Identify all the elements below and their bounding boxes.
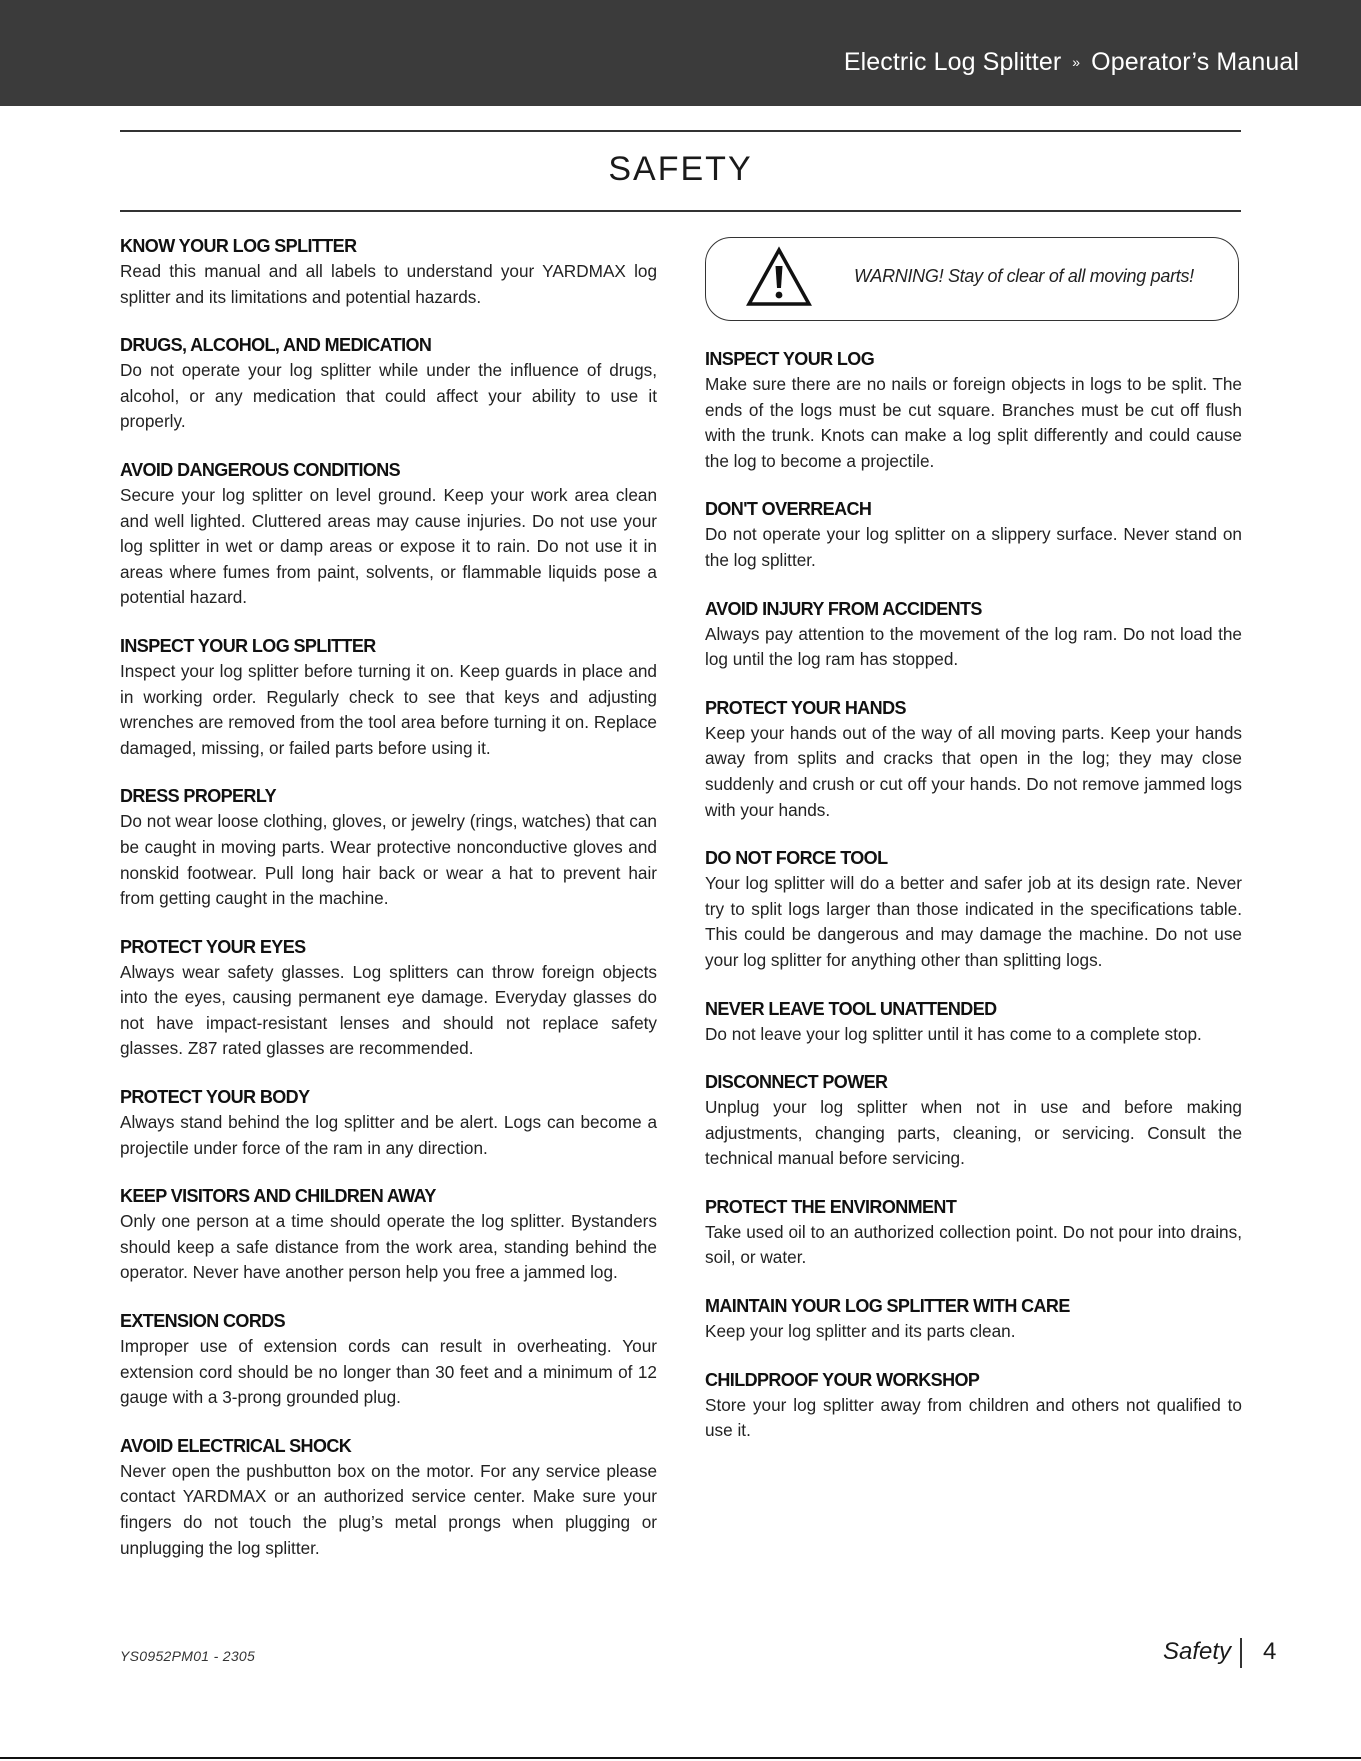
section-heading: DON'T OVERREACH xyxy=(705,499,872,520)
safety-section xyxy=(120,934,657,1062)
section-body: Keep your log splitter and its parts clean. xyxy=(705,1321,1016,1342)
bottom-border xyxy=(0,1757,1361,1759)
section-body: Secure your log splitter on level ground. Keep your work area clean and well lighted. Cluttered areas may cause injuries. Do not use your log splitter in wet or damp areas or expose it to rain. Do not use it in areas where fumes from paint, solvents, or flammable liquids pose a potential hazard. xyxy=(120,484,657,608)
header-subtitle: Operator’s Manual xyxy=(1091,48,1299,76)
section-body: Improper use of extension cords can result in overheating. Your extension cord should be no longer than 30 feet and a minimum of 12 gauge with a 3-prong grounded plug. xyxy=(120,1336,657,1408)
footer-divider xyxy=(1240,1638,1242,1668)
section-body: Make sure there are no nails or foreign objects in logs to be split. The ends of the logs must be cut square. Branches must be cut off flush with the trunk. Knots can make a log split differently and could cause the log to become a projectile. xyxy=(705,374,1242,471)
section-heading: KEEP VISITORS AND CHILDREN AWAY xyxy=(120,1186,436,1207)
section-heading: NEVER LEAVE TOOL UNATTENDED xyxy=(705,998,997,1019)
header-title: Electric Log Splitter xyxy=(843,48,1062,76)
section-heading: DISCONNECT POWER xyxy=(705,1072,888,1093)
safety-section xyxy=(705,996,1242,1048)
page-number: 4 xyxy=(1263,1638,1277,1665)
section-body: Do not leave your log splitter until it has come to a complete stop. xyxy=(705,1023,1202,1044)
safety-section xyxy=(705,695,1242,823)
section-heading: MAINTAIN YOUR LOG SPLITTER WITH CARE xyxy=(705,1296,1070,1317)
left-column xyxy=(120,233,657,1583)
section-heading: DO NOT FORCE TOOL xyxy=(705,848,888,869)
section-body: Do not wear loose clothing, gloves, or jewelry (rings, watches) that can be caught in moving parts. Wear protective nonconductive gloves and nonskid footwear. Pull long hair back or wear a hat to prevent hair from getting caught in the machine. xyxy=(120,811,657,909)
safety-section xyxy=(705,1069,1242,1172)
section-body: Do not operate your log splitter on a slippery surface. Never stand on the log splitter. xyxy=(705,524,1242,570)
section-body: Never open the pushbutton box on the motor. For any service please contact YARDMAX or an authorized service center. Make sure your fingers do not touch the plug’s metal prongs when plugging or unplugging the log splitter. xyxy=(120,1460,657,1558)
page-title: SAFETY xyxy=(608,150,753,188)
section-body: Read this manual and all labels to understand your YARDMAX log splitter and its limitations and potential hazards. xyxy=(120,261,657,307)
section-heading: KNOW YOUR LOG SPLITTER xyxy=(120,236,357,256)
section-heading: CHILDPROOF YOUR WORKSHOP xyxy=(705,1369,980,1390)
section-heading: EXTENSION CORDS xyxy=(120,1311,286,1332)
safety-section xyxy=(705,596,1242,673)
safety-section xyxy=(120,1183,657,1286)
safety-section xyxy=(705,1367,1242,1444)
title-rule xyxy=(120,210,1241,212)
section-body: Always pay attention to the movement of the log ram. Do not load the log until the log ram has stopped. xyxy=(705,623,1242,670)
section-heading: PROTECT YOUR BODY xyxy=(120,1087,310,1108)
warning-triangle-icon xyxy=(746,246,812,308)
safety-section xyxy=(120,633,657,761)
section-heading: PROTECT THE ENVIRONMENT xyxy=(705,1196,957,1217)
section-body: Unplug your log splitter when not in use and before making adjustments, changing parts, cleaning, or servicing. Consult the technical manual before servicing. xyxy=(705,1097,1242,1169)
document-title xyxy=(844,48,1299,77)
section-body: Only one person at a time should operate the log splitter. Bystanders should keep a safe distance from the work area, standing behind the operator. Never have another person help you free a jammed log. xyxy=(120,1211,657,1283)
safety-section xyxy=(120,233,657,310)
header-bar xyxy=(0,0,1361,106)
safety-section xyxy=(705,845,1242,973)
safety-section xyxy=(120,457,657,611)
section-body: Store your log splitter away from children and others not qualified to use it. xyxy=(705,1394,1242,1441)
header-separator: » xyxy=(1072,54,1081,70)
section-heading: AVOID ELECTRICAL SHOCK xyxy=(120,1435,352,1456)
warning-text: WARNING! Stay of clear of all moving parts! xyxy=(854,266,1194,286)
section-body: Always wear safety glasses. Log splitters can throw foreign objects into the eyes, causing permanent eye damage. Everyday glasses do not have impact-resistant lenses and should not replace safety glasses. Z87 rated glasses are recommended. xyxy=(120,961,657,1059)
section-body: Your log splitter will do a better and safer job at its design rate. Never try to split logs larger than those indicated in the specifications table. This could be dangerous and may damage the machine. Do not use your log splitter for anything other than splitting logs. xyxy=(705,873,1242,970)
section-body: Take used oil to an authorized collection point. Do not pour into drains, soil, or water. xyxy=(705,1221,1242,1268)
safety-section xyxy=(120,1084,657,1161)
safety-section xyxy=(705,1293,1242,1345)
section-heading: DRESS PROPERLY xyxy=(120,786,276,807)
section-body: Always stand behind the log splitter and be alert. Logs can become a projectile under force of the ram in any direction. xyxy=(120,1112,657,1158)
section-heading: AVOID INJURY FROM ACCIDENTS xyxy=(705,598,982,619)
safety-section xyxy=(120,1308,657,1411)
section-heading: AVOID DANGEROUS CONDITIONS xyxy=(120,459,401,480)
safety-section xyxy=(705,346,1242,474)
safety-section xyxy=(120,783,657,911)
safety-section xyxy=(705,1194,1242,1271)
right-column xyxy=(705,346,1242,1466)
section-heading: DRUGS, ALCOHOL, AND MEDICATION xyxy=(120,335,432,356)
section-body: Keep your hands out of the way of all moving parts. Keep your hands away from splits and cracks that open in the log; they may close suddenly and crush or cut off your hands. Do not remove jammed logs with your hands. xyxy=(705,722,1242,820)
top-rule xyxy=(120,130,1241,132)
section-heading: INSPECT YOUR LOG SPLITTER xyxy=(120,635,376,656)
section-body: Do not operate your log splitter while under the influence of drugs, alcohol, or any medication that could affect your ability to use it properly. xyxy=(120,360,657,432)
document-code: YS0952PM01 - 2305 xyxy=(120,1648,256,1664)
safety-section xyxy=(705,496,1242,573)
section-heading: PROTECT YOUR EYES xyxy=(120,936,306,957)
warning-callout xyxy=(705,237,1239,321)
footer-section-name: Safety xyxy=(1163,1638,1232,1665)
section-heading: PROTECT YOUR HANDS xyxy=(705,697,906,718)
section-body: Inspect your log splitter before turning it on. Keep guards in place and in working order. Regularly check to see that keys and adjusting wrenches are removed from the tool area before turning it on. Replace damaged, missing, or failed parts before using it. xyxy=(120,660,657,758)
safety-section xyxy=(120,332,657,435)
safety-section xyxy=(120,1433,657,1561)
section-heading: INSPECT YOUR LOG xyxy=(705,349,875,369)
